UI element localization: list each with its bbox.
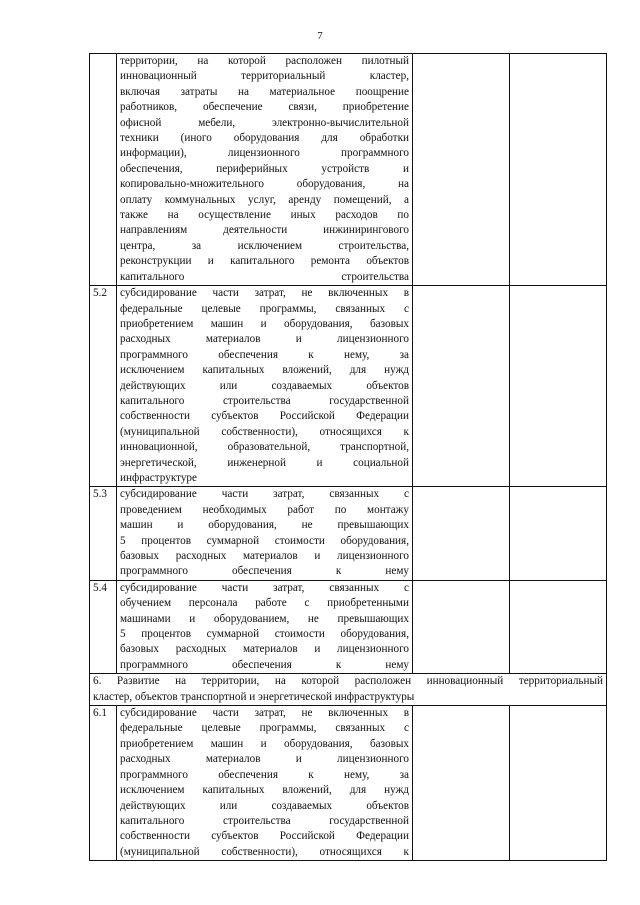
empty-cell (413, 54, 510, 286)
table-row (90, 706, 607, 861)
row-number: 5.3 (90, 487, 117, 580)
row-number: 5.2 (90, 286, 117, 487)
text-line: обеспечения, периферийных устройств и (120, 162, 409, 175)
text-line: инфраструктуре (120, 471, 197, 484)
row-number: 5.4 (90, 580, 117, 673)
text-line: (муниципальной собственности), относящихся к (120, 425, 409, 438)
text-line: инновационный территориальный кластер, (120, 70, 409, 83)
text-line: техники (иного оборудования для обработки (120, 132, 409, 145)
text-line: программного обеспечения к нему (120, 565, 409, 578)
row-text (117, 54, 413, 286)
text-line: субсидирование части затрат, связанных с (120, 488, 409, 501)
text-line: базовых расходных материалов и лицензионного (120, 643, 409, 656)
text-line: копировально-множительного оборудования, на (120, 178, 409, 191)
row-text (117, 706, 413, 861)
empty-cell (413, 580, 510, 673)
row-number (90, 54, 117, 286)
page-number: 7 (317, 30, 323, 42)
text-line: территории, на которой расположен пилотный (120, 55, 409, 67)
text-line: программного обеспечения к нему (120, 658, 409, 671)
text-line: энергетической, инженерной и социальной (120, 456, 409, 469)
empty-cell (510, 487, 607, 580)
text-line: приобретением машин и оборудования, базовых (120, 317, 409, 330)
text-line: оплату коммунальных услуг, аренду помещений, а (120, 193, 409, 206)
text-line: инновационной, образовательной, транспортной, (120, 441, 409, 454)
row-text (117, 286, 413, 487)
text-line: (муниципальной собственности), относящихся к (120, 845, 409, 858)
text-line: также на осуществление иных расходов по (120, 209, 409, 222)
text-line: офисной мебели, электронно-вычислительной (120, 116, 409, 129)
text-line: 5 процентов суммарной стоимости оборудования, (120, 534, 409, 547)
text-line: машинами и оборудованием, не превышающих (120, 612, 409, 625)
text-line: исключением капитальных вложений, для нужд (120, 784, 409, 797)
table-row (90, 54, 607, 286)
text-line: федеральные целевые программы, связанных с (120, 302, 409, 315)
empty-cell (510, 706, 607, 861)
text-line: машин и оборудования, не превышающих (120, 519, 409, 532)
text-line: центра, за исключением строительства, (120, 239, 409, 252)
measures-table (89, 53, 607, 861)
text-line: базовых расходных материалов и лицензионного (120, 550, 409, 562)
text-line: включая затраты на материальное поощрение (120, 85, 409, 98)
table-row (90, 487, 607, 580)
text-line: капитального строительства государственной (120, 394, 409, 407)
table-row (90, 580, 607, 673)
text-line: действующих или создаваемых объектов (120, 799, 409, 812)
text-line: субсидирование части затрат, не включенных в (120, 707, 409, 720)
text-line: программного обеспечения к нему, за (120, 348, 409, 361)
text-line: информации), лицензионного программного (120, 147, 409, 160)
text-line: работников, обеспечение связи, приобретение (120, 101, 409, 114)
row-text (117, 580, 413, 673)
text-line: федеральные целевые программы, связанных с (120, 722, 409, 735)
text-line: направлениям деятельности инжинирингового (120, 224, 409, 237)
text-line: собственности субъектов Российской Федерации (120, 830, 409, 843)
text-line: капитального строительства (120, 270, 409, 283)
empty-cell (413, 706, 510, 861)
section-heading (90, 674, 607, 706)
text-line: исключением капитальных вложений, для нужд (120, 364, 409, 377)
text-line: 6. Развитие на территории, на которой расположен инновационный территориальный (93, 675, 603, 688)
empty-cell (510, 54, 607, 286)
table-row (90, 286, 607, 487)
text-line: кластер, объектов транспортной и энергетической инфраструктуры (93, 690, 415, 703)
row-number: 6.1 (90, 706, 117, 861)
text-line: действующих или создаваемых объектов (120, 379, 409, 392)
text-line: расходных материалов и лицензионного (120, 333, 409, 346)
text-line: обучением персонала работе с приобретенными (120, 597, 409, 610)
empty-cell (413, 286, 510, 487)
text-line: капитального строительства государственной (120, 814, 409, 827)
text-line: 5 процентов суммарной стоимости оборудования, (120, 628, 409, 641)
text-line: проведением необходимых работ по монтажу (120, 503, 409, 516)
empty-cell (510, 580, 607, 673)
text-line: приобретением машин и оборудования, базовых (120, 737, 409, 750)
text-line: субсидирование части затрат, связанных с (120, 581, 409, 594)
text-line: субсидирование части затрат, не включенных в (120, 287, 409, 300)
text-line: реконструкции и капитального ремонта объектов (120, 255, 409, 268)
text-line: расходных материалов и лицензионного (120, 753, 409, 766)
text-line: собственности субъектов Российской Федерации (120, 410, 409, 423)
row-text (117, 487, 413, 580)
empty-cell (413, 487, 510, 580)
text-line: программного обеспечения к нему, за (120, 768, 409, 781)
section-heading-row (90, 674, 607, 706)
empty-cell (510, 286, 607, 487)
